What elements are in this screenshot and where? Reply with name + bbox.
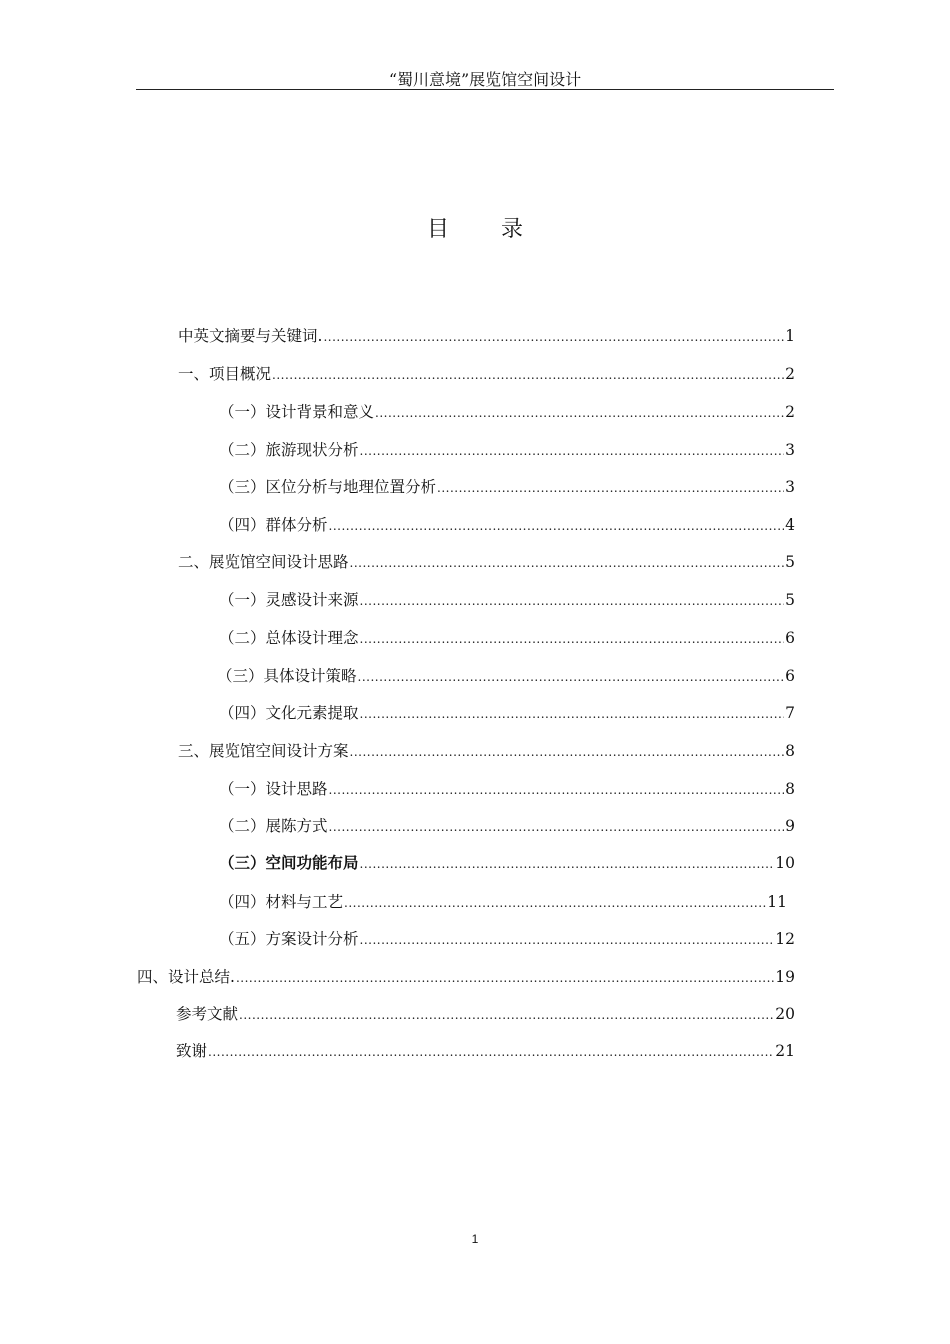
toc-heading-char-2: 录 [501,217,524,242]
toc-entry-label: （二）展陈方式 [219,817,328,835]
toc-leader-dots [236,966,774,990]
toc-leader-dots [208,1040,774,1064]
toc-entry-page: 5 [785,591,795,609]
toc-leader-dots [360,589,785,613]
page-number: 1 [471,1232,479,1246]
toc-entry-label: （二）旅游现状分析 [219,441,359,459]
toc-entry-page: 2 [785,403,795,421]
toc-entry-page: 6 [785,667,795,685]
toc-entry-label: 一、项目概况 [178,365,272,383]
toc-leader-dots [360,702,785,726]
toc-entry-label: 参考文献 [176,1005,239,1023]
toc-entry-page: 12 [775,930,795,948]
toc-entry-page: 3 [785,441,795,459]
toc-leader-dots [323,325,784,349]
toc-entry-label: （三）区位分析与地理位置分析 [219,478,437,496]
toc-entry[interactable] [178,550,795,574]
toc-entry-label: （四）文化元素提取 [219,704,359,722]
toc-entry-label: （四）材料与工艺 [219,893,344,911]
toc-entry[interactable] [178,362,795,386]
toc-entry[interactable] [176,1039,795,1063]
toc-entry-page: 8 [785,780,795,798]
toc-entry[interactable] [219,701,795,725]
toc-entry-page: 7 [785,704,795,722]
toc-entry[interactable] [219,475,795,499]
toc-entry[interactable] [219,851,795,875]
toc-leader-dots [239,1003,774,1027]
toc-leader-dots [375,401,784,425]
toc-entry[interactable] [219,814,795,838]
toc-entry-label: 致谢 [176,1042,208,1060]
toc-leader-dots [437,476,784,500]
toc-entry-page: 10 [775,854,795,872]
toc-entry[interactable] [217,664,795,688]
toc-leader-dots [360,852,775,876]
toc-entry-page: 21 [775,1042,795,1060]
toc-leader-dots [360,627,785,651]
toc-entry-label: （四）群体分析 [219,516,328,534]
toc-entry[interactable] [219,438,795,462]
toc-entry-label: 三、展览馆空间设计方案 [178,742,349,760]
toc-entry-page: 3 [785,478,795,496]
toc-leader-dots [350,740,785,764]
toc-leader-dots [358,665,785,689]
toc-entry-label: （三）具体设计策略 [217,667,357,685]
toc-entry-page: 19 [775,968,795,986]
toc-entry-label: （一）设计思路 [219,780,328,798]
toc-entry-label: 二、展览馆空间设计思路 [178,553,349,571]
toc-leader-dots [329,778,785,802]
toc-leader-dots [329,514,785,538]
toc-leader-dots [344,891,766,915]
toc-entry[interactable] [137,965,795,989]
toc-entry-page: 5 [785,553,795,571]
toc-entry[interactable] [178,739,795,763]
toc-entry-label: （一）设计背景和意义 [219,403,375,421]
toc-entry[interactable] [219,777,795,801]
toc-entry[interactable] [219,400,795,424]
toc-entry-label: 中英文摘要与关键词. [178,327,323,345]
toc-entry-label: （三）空间功能布局 [219,853,359,872]
toc-leader-dots [360,928,775,952]
toc-entry[interactable] [219,927,795,951]
toc-entry[interactable] [176,1002,795,1026]
toc-entry[interactable] [219,626,795,650]
toc-leader-dots [360,439,785,463]
toc-leader-dots [272,363,784,387]
toc-entry-page: 11 [767,893,787,911]
toc-entry-page: 1 [785,327,795,345]
toc-entry-label: 四、设计总结. [137,968,235,986]
toc-entry-page: 8 [785,742,795,760]
toc-entry-label: （二）总体设计理念 [219,629,359,647]
toc-entry[interactable] [219,890,787,914]
toc-entry-page: 6 [785,629,795,647]
toc-entry[interactable] [219,513,795,537]
toc-heading-char-1: 目 [426,217,449,242]
toc-entry[interactable] [178,324,795,348]
toc-entry-page: 4 [785,516,795,534]
toc-leader-dots [329,815,785,839]
toc-entry-page: 9 [785,817,795,835]
toc-entry[interactable] [219,588,795,612]
toc-entry-label: （一）灵感设计来源 [219,591,359,609]
toc-leader-dots [350,551,785,575]
toc-entry-page: 2 [785,365,795,383]
toc-entry-label: （五）方案设计分析 [219,930,359,948]
running-header-title: “蜀川意境”展览馆空间设计 [388,70,582,89]
toc-entry-page: 20 [775,1005,795,1023]
